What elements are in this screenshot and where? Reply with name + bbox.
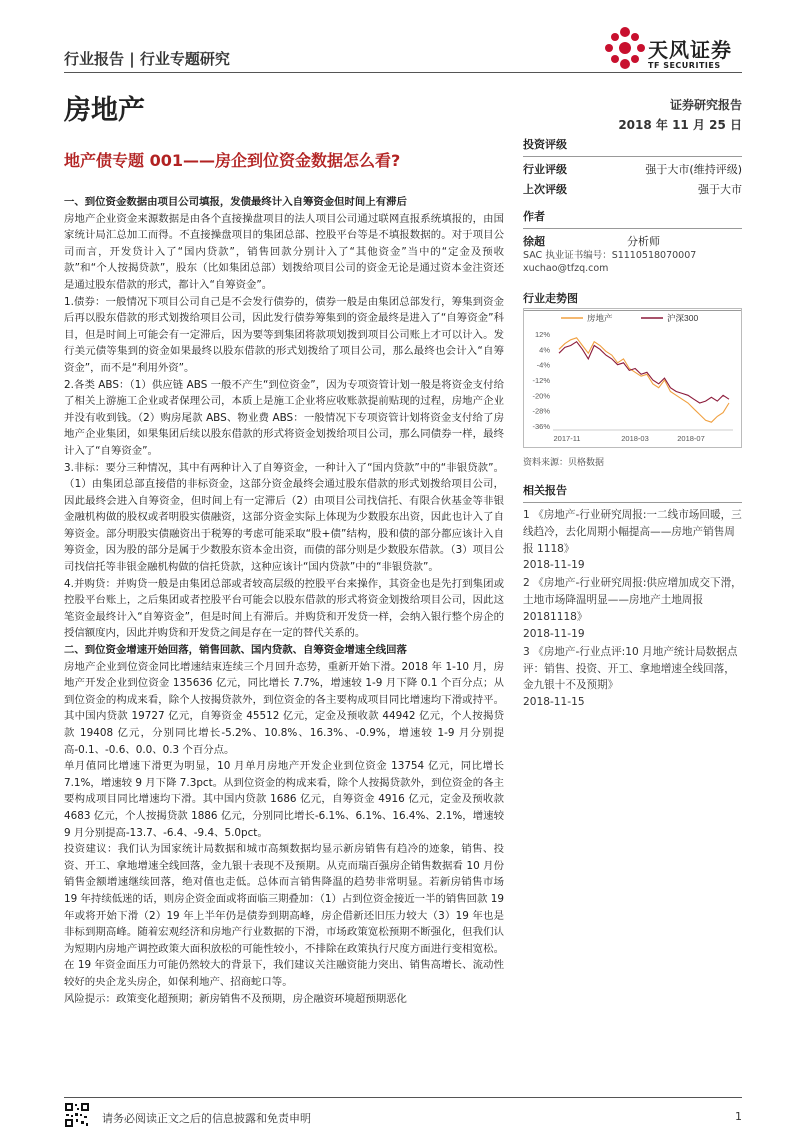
rating-section bbox=[523, 136, 742, 201]
related-report-date: 2018-11-19 bbox=[523, 559, 585, 572]
section-heading: 一、到位资金数据由项目公司填报，发债最终计入自筹资金但时间上有滞后 bbox=[64, 196, 407, 208]
related-divider bbox=[523, 502, 742, 503]
author-section bbox=[523, 208, 742, 275]
x-tick-label: 2018-07 bbox=[677, 434, 705, 443]
y-tick-label: -20% bbox=[532, 391, 550, 401]
rating-value: 强于大市(维持评级) bbox=[645, 163, 742, 176]
author-name: 徐超 bbox=[523, 235, 545, 248]
body-paragraph: 1.债券：一般情况下项目公司自己是不会发行债券的，债券一般是由集团总部发行，筹集到资金后再以股东借款的形式划拨给项目公司，因此发行债券筹集到的资金最终是进入了“自筹资金”科目，但是时间上可能会有一定滞后，因为要等到集团将款项划拨到项目公司账上才可以计入。发行美元债等集到的资金如果最终以股东借款的形式划拨给了项目公司，那么最终也会计入“自筹资金”，而不是“利用外资”。 bbox=[64, 295, 504, 374]
x-axis bbox=[554, 434, 705, 443]
report-type: 证券研究报告 bbox=[669, 98, 742, 112]
report-title: 地产债专题 001——房企到位资金数据怎么看? bbox=[64, 151, 401, 170]
body-paragraph: 4.并购贷：并购贷一般是由集团总部或者较高层级的控股平台来操作，其资金也是先打到集团或控股平台账上，之后集团或者控股平台可能会以股东借款的形式将资金划拨给项目公司，因此这笔资金最终计入“自筹资金”，但是时间上有滞后。并购贷和开发贷一样，会纳入银行整个房企的授信额度内，因此并购贷和开发贷之间是存在一定的替代关系的。 bbox=[64, 577, 504, 640]
rating-label: 上次评级 bbox=[523, 183, 567, 196]
footer-divider bbox=[64, 1097, 742, 1098]
series-line-0 bbox=[559, 338, 729, 422]
y-tick-label: -4% bbox=[536, 360, 550, 370]
body-paragraph: 房地产企业到位资金同比增速结束连续三个月回升态势，重新开始下滑。2018 年 1-10 月，房地产开发企业到位资金 135636 亿元，同比增长 7.7%，增速较 1-9 月下降 0.1 个百分点；从到位资金的构成来看，除个人按揭贷款外，到位资金的各主要构成项目同比增速均下滑或持平。其中国内贷款 19727 亿元，自筹资金 45512 亿元，定金及预收款 44942 亿元，个人按揭贷款 19408 亿元，分别同比增长-5.2%、10.8%、16.3%、-0.9%，增速较 1-9 月分别提高-0.1、-0.6、0.0、0.3 个百分点。 bbox=[64, 660, 504, 756]
section-heading: 二、到位资金增速开始回落，销售回款、国内贷款、自筹资金增速全线回落 bbox=[64, 644, 407, 657]
page-number: 1 bbox=[735, 1110, 742, 1123]
body-paragraph: 3.非标：要分三种情况，其中有两种计入了自筹资金，一种计入了“国内贷款”中的“非银贷款”。（1）由集团总部直接借的非标资金，这部分资金最终会通过股东借款的形式划拨给项目公司，因此最终会进入自筹资金，但时间上有一定滞后（2）由项目公司找信托、有限合伙基金等非银金融机构做的股权或者明股实债融资，这部分资金实际上体现为少数股东出资，因此也计入了自筹资金。部分明股实债融资出于税筹的考虑可能采取“股+债”结构，股和债的部分都应该计入自筹资金，因为股的部分是属于少数股东资本金出资，而债的部分则是少数股东借款。（3）项目公司找信托等非银金融机构做的信托贷款，这种应该计“国内贷款”中的“非银贷款”。 bbox=[64, 461, 504, 574]
y-tick-label: -12% bbox=[532, 376, 550, 385]
related-heading: 相关报告 bbox=[523, 484, 567, 497]
related-report-link[interactable]: 1 《房地产-行业研究周报:一二线市场回暖，三线趋冷，去化周期小幅提高——房地产销售周报 1118》 bbox=[523, 509, 742, 555]
related-section bbox=[523, 482, 742, 710]
trend-heading: 行业走势图 bbox=[523, 292, 578, 305]
author-name-row bbox=[523, 233, 742, 249]
author-sac: SAC 执业证书编号：S1110518070007 bbox=[523, 250, 697, 261]
logo-name: 天风证券 bbox=[648, 38, 732, 62]
y-tick-label: 12% bbox=[534, 330, 550, 339]
rating-label: 行业评级 bbox=[523, 163, 567, 176]
report-date: 2018 年 11 月 25 日 bbox=[618, 118, 742, 132]
rating-value: 强于大市 bbox=[698, 183, 742, 196]
related-report-date: 2018-11-15 bbox=[523, 696, 585, 709]
sector-title: 房地产 bbox=[64, 95, 145, 126]
y-tick-label: -36% bbox=[532, 422, 550, 431]
legend-label-0: 房地产 bbox=[587, 313, 613, 323]
risk-warning: 风险提示：政策变化超预期；新房销售不及预期，房企融资环境超预期恶化 bbox=[64, 992, 407, 1005]
rating-heading: 投资评级 bbox=[523, 138, 567, 151]
author-role: 分析师 bbox=[627, 235, 660, 248]
legend-label-1: 沪深300 bbox=[667, 313, 699, 323]
y-tick-label: 4% bbox=[539, 345, 550, 355]
body-paragraph: 房地产企业资金来源数据是由各个直接操盘项目的法人项目公司通过联网直报系统填报的，由国家统计局汇总加工而得。不直接操盘项目的集团总部、控股平台等是不填报数据的。对于项目公司而言，开发贷计入了“国内贷款”，销售回款分别计入了“其他资金”当中的“定金及预收款”和“个人按揭贷款”，股东（比如集团总部）划拨给项目公司的资金无论是通过资本金注资还是通过股东借款的形式，都计入“自筹资金”。 bbox=[64, 212, 504, 291]
author-divider bbox=[523, 228, 742, 229]
author-heading: 作者 bbox=[523, 210, 545, 223]
series-line-1 bbox=[559, 342, 729, 403]
chart-frame bbox=[524, 309, 742, 448]
body-paragraph: 2.各类 ABS：（1）供应链 ABS 一般不产生“到位资金”，因为专项资管计划一般是将资金支付给了相关上游施工企业或者保理公司，本质上是施工企业将应收账款提前贴现的过程，房地产企业并没有收到钱。（2）购房尾款 ABS、物业费 ABS：一般情况下专项资管计划将资金支付给了房地产企业集团，如果集团后续以股东借款的形式将资金划拨给项目公司，那么同债券一样，最终计入了“自筹资金”。 bbox=[64, 378, 504, 457]
logo-name-en: TF SECURITIES bbox=[648, 61, 721, 70]
rating-row bbox=[523, 181, 742, 201]
chart-legend bbox=[561, 313, 698, 323]
related-report-link[interactable]: 3 《房地产-行业点评:10 月地产统计局数据点评：销售、投资、开工、拿地增速全线回落，金九银十不及预期》 bbox=[523, 645, 738, 692]
rating-divider bbox=[523, 156, 742, 157]
x-tick-label: 2017-11 bbox=[553, 434, 581, 443]
series-lines bbox=[559, 338, 729, 422]
report-category: 行业报告 | 行业专题研究 bbox=[64, 50, 230, 68]
chart-source: 资料来源：贝格数据 bbox=[523, 458, 605, 468]
qr-code-icon bbox=[64, 1102, 90, 1128]
report-body bbox=[64, 194, 504, 1007]
rating-row bbox=[523, 161, 742, 181]
related-report-link[interactable]: 2 《房地产-行业研究周报:供应增加成交下滑，土地市场降温明显——房地产土地周报 20181118》 bbox=[523, 577, 742, 623]
x-tick-label: 2018-03 bbox=[621, 434, 649, 443]
body-paragraph: 单月值同比增速下滑更为明显，10 月单月房地产开发企业到位资金 13754 亿元，同比增长 7.1%，增速较 9 月下降 7.3pct。从到位资金的构成来看，除个人按揭贷款外，到位资金的各主要构成项目同比增速均下滑。其中国内贷款 1686 亿元，自筹资金 4916 亿元，定金及预收款 4683 亿元，个人按揭贷款 1886 亿元，分别同比增长-6.1%、6.1%、16.4%、2.1%，增速较 9 月分别提高-13.7、-6.4、-9.4、5.0pct。 bbox=[64, 760, 504, 839]
investment-advice: 投资建议：我们认为国家统计局数据和城市高频数据均显示新房销售有趋冷的迹象，销售、投资、开工、拿地增速全线回落，金九银十表现不及预期。从克而瑞百强房企销售数据看 10 月份销售金额增速继续回落，绝对值也走低。总体而言销售降温的趋势非常明显。若新房销售市场 19 年持续低迷的话，则房企资金面或将面临三期叠加：（1）占到位资金接近一半的销售回款 19 年或将开始下滑（2）19 年上半年仍是债券到期高峰，房企借新还旧压力较大（3）19 年也是非标到期高峰。随着宏观经济和房地产行业数据的下滑，市场政策宽松预期不断强化，但我们认为短期内房地产调控政策大面积放松的可能性较小，不排除在政策执行尺度方面进行变相宽松。在 19 年资金面压力可能仍然较大的背景下，我们建议关注融资能力突出、销售高增长、流动性较好的央企龙头房企，如保利地产、招商蛇口等。 bbox=[64, 843, 504, 988]
y-tick-label: -28% bbox=[532, 406, 550, 416]
related-report-date: 2018-11-19 bbox=[523, 627, 585, 640]
industry-trend-chart bbox=[523, 308, 742, 448]
author-email[interactable]: xuchao@tfzq.com bbox=[523, 263, 609, 274]
disclaimer-link[interactable]: 请务必阅读正文之后的信息披露和免责申明 bbox=[102, 1112, 311, 1125]
